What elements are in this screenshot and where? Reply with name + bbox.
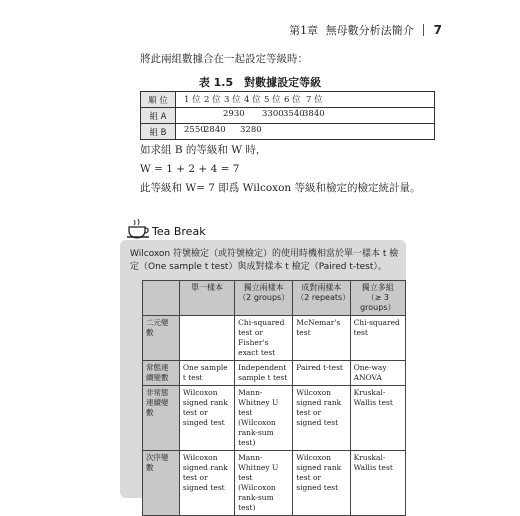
- column-header: 獨立多組 （≥ 3 groups）: [350, 281, 405, 316]
- rank-value: 3540: [283, 109, 305, 119]
- table-row: [143, 361, 406, 386]
- table-cell: Wilcoxon signed rank test or singed test: [179, 386, 234, 451]
- column-header: 單一樣本: [179, 281, 234, 316]
- paragraph-2: 此等級和 W= 7 即爲 Wilcoxon 等級和檢定的檢定統計量。: [140, 182, 421, 194]
- table-row: [143, 386, 406, 451]
- rank-value: 6 位: [284, 95, 301, 105]
- table-cell: Independent sample t test: [235, 361, 293, 386]
- rank-value: 7 位: [306, 95, 323, 105]
- rank-value: 1 位: [184, 95, 201, 105]
- formula: W = 1 + 2 + 4 = 7: [140, 163, 240, 175]
- rank-row-label: 組 A: [141, 108, 176, 124]
- row-label: 常態連續變數: [143, 361, 180, 386]
- table-cell: Mann-Whitney U test (Wilcoxon rank-sum test): [235, 451, 293, 516]
- rank-row-values: [176, 108, 435, 124]
- rank-value: 2840: [204, 125, 226, 135]
- table-cell: Kruskal-Wallis test: [350, 451, 405, 516]
- chapter-title: 無母數分析法簡介: [325, 24, 414, 37]
- table-cell: One-way ANOVA: [350, 361, 405, 386]
- rank-value: 4 位: [244, 95, 261, 105]
- rank-table: [140, 91, 435, 140]
- chapter-label: 第1章: [289, 24, 319, 37]
- page-number: 7: [433, 23, 442, 37]
- rank-row-values: [176, 124, 435, 140]
- teacup-icon: [126, 218, 150, 240]
- tea-break-title: Tea Break: [152, 225, 206, 238]
- row-label: 次序變數: [143, 451, 180, 516]
- table-cell: Chi-squared test: [350, 316, 405, 361]
- intro-text: 將此兩組數據合在一起設定等級時：: [140, 53, 308, 65]
- page-header: [289, 22, 442, 38]
- rank-row-values: [176, 92, 435, 108]
- table-cell: Wilcoxon signed rank test or signed test: [293, 451, 350, 516]
- header-divider: [423, 24, 424, 36]
- row-label: 二元變數: [143, 316, 180, 361]
- table-caption: 表 1.5 對數據設定等級: [198, 76, 322, 89]
- paragraph-1: 如求組 B 的等級和 W 時，: [140, 144, 267, 156]
- rank-value: 2 位: [204, 95, 221, 105]
- tea-break-text: Wilcoxon 符號檢定（或符號檢定）的使用時機相當於單一樣本 t 檢定（One sample t test）與成對樣本 t 檢定（Paired t-test）。: [130, 249, 399, 272]
- column-header: 成對兩樣本 （2 repeats）: [293, 281, 350, 316]
- rank-row: [141, 124, 435, 140]
- row-label: 非常態連續變數: [143, 386, 180, 451]
- table-cell: Wilcoxon signed rank test or signed test: [179, 451, 234, 516]
- rank-value: 3840: [303, 109, 325, 119]
- table-cell: Paired t-test: [293, 361, 350, 386]
- rank-row: [141, 108, 435, 124]
- table-cell: One sample t test: [179, 361, 234, 386]
- column-header: [143, 281, 180, 316]
- rank-row-label: 順 位: [141, 92, 176, 108]
- table-cell: Chi-squared test or Fisher's exact test: [235, 316, 293, 361]
- table-row: [143, 451, 406, 516]
- table-row: [143, 316, 406, 361]
- table-cell: [179, 316, 234, 361]
- column-header: 獨立兩樣本 （2 groups）: [235, 281, 293, 316]
- rank-value: 5 位: [264, 95, 281, 105]
- table-cell: Kruskal-Wallis test: [350, 386, 405, 451]
- test-comparison-table: [142, 280, 406, 516]
- table-cell: Mann-Whitney U test (Wilcoxon rank-sum test): [235, 386, 293, 451]
- table-cell: McNemar's test: [293, 316, 350, 361]
- rank-value: 2550: [184, 125, 206, 135]
- rank-value: 3280: [240, 125, 262, 135]
- rank-value: 2930: [223, 109, 245, 119]
- rank-value: 3300: [262, 109, 284, 119]
- rank-row: [141, 92, 435, 108]
- tea-break-box: [120, 240, 406, 512]
- rank-value: 3 位: [224, 95, 241, 105]
- table-cell: Wilcoxon signed rank test or signed test: [293, 386, 350, 451]
- rank-row-label: 組 B: [141, 124, 176, 140]
